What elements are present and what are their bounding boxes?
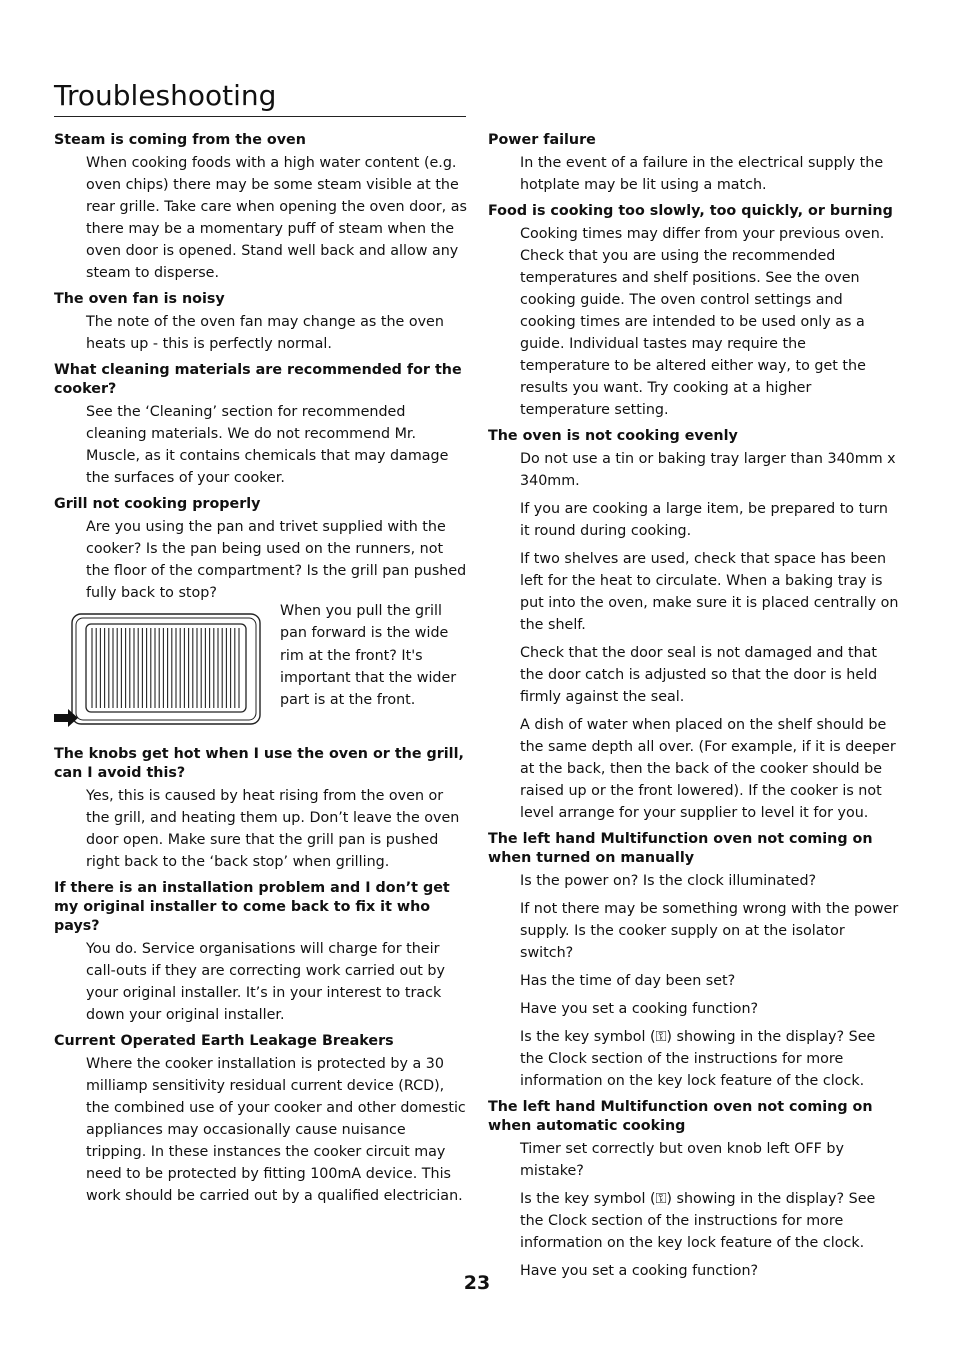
section-heading: Food is cooking too slowly, too quickly, or burning [488,203,893,219]
section-text: Where the cooker installation is protected by a 30 milliamp sensitivity residual current device (RCD), the combined use of your cooker and other domestic appliances may occasionally cause nuisance tripping. In these instances the cooker circuit may need to be protected by fitting 100mA device. This work should be carried out by a qualified electrician. [86,1056,466,1204]
section-text: See the ‘Cleaning’ section for recommended cleaning materials. We do not recommend Mr. Muscle, as it contains chemicals that may damage the surfaces of your cooker. [86,404,449,486]
section-text: Do not use a tin or baking tray larger than 340mm x 340mm. [520,451,896,489]
section-cooking-speed [488,202,900,421]
section-text: You do. Service organisations will charge for their call-outs if they are correcting work carried out by your original installer. It’s in your interest to track down your original installer. [86,941,445,1023]
section-text: Yes, this is caused by heat rising from the oven or the grill, and heating them up. Don’t leave the oven door open. Make sure that the grill pan is pushed right back to the ‘back stop’ when grilling. [86,788,460,870]
grill-figure-row [54,603,468,740]
page-title: Troubleshooting [54,76,466,117]
section-grill [54,495,468,740]
section-text: If you are cooking a large item, be prepared to turn it round during cooking. [520,501,888,539]
section-heading: The oven fan is noisy [54,291,225,307]
section-heading: Power failure [488,132,596,148]
section-text: A dish of water when placed on the shelf should be the same depth all over. (For example, if it is deeper at the back, then the back of the cooker should be raised up or the front lowered). If the cooker is not level arrange for your supplier to level it for you. [520,717,896,821]
section-steam [54,131,468,284]
section-text: Is the key symbol (⚿) showing in the display? See the Clock section of the instructions for more information on the key lock feature of the clock. [520,1029,876,1089]
section-text: Is the power on? Is the clock illuminated? [520,873,817,889]
section-text: Timer set correctly but oven knob left OFF by mistake? [520,1141,844,1179]
section-text: Cooking times may differ from your previous oven. Check that you are using the recommended temperatures and shelf positions. See the oven cooking guide. The oven control settings and cooking times are intended to be used only as a guide. Individual tastes may require the temperature to be altered either way, to get the results you want. Try cooking at a higher temperature setting. [520,226,885,418]
section-manual-mode [488,830,900,1092]
left-column [54,127,468,1213]
section-heading: The left hand Multifunction oven not coming on when automatic cooking [488,1099,873,1134]
section-cleaning [54,361,468,489]
section-text: If two shelves are used, check that space has been left for the heat to circulate. When a baking tray is put into the oven, make sure it is placed centrally on the shelf. [520,551,899,633]
section-heading: If there is an installation problem and I don’t get my original installer to come back to fix it who pays? [54,880,450,934]
grill-caption: When you pull the grill pan forward is the wide rim at the front? It's important that the wider part is at the front. [280,603,457,709]
section-heading: Grill not cooking properly [54,496,261,512]
section-fan [54,290,468,355]
section-text: Has the time of day been set? [520,973,736,989]
section-heading: The oven is not cooking evenly [488,428,738,444]
page-number: 23 [463,1272,491,1294]
section-heading: Current Operated Earth Leakage Breakers [54,1033,394,1049]
right-column [488,127,900,1288]
section-heading: What cleaning materials are recommended for the cooker? [54,362,462,397]
section-text: In the event of a failure in the electrical supply the hotplate may be lit using a match. [520,155,884,193]
section-cooking-evenly [488,427,900,824]
section-text: The note of the oven fan may change as the oven heats up - this is perfectly normal. [86,314,444,352]
section-text: Have you set a cooking function? [520,1263,759,1279]
section-text: Is the key symbol (⚿) showing in the display? See the Clock section of the instructions for more information on the key lock feature of the clock. [520,1191,876,1251]
section-knobs [54,745,468,873]
section-text: When cooking foods with a high water content (e.g. oven chips) there may be some steam visible at the rear grille. Take care when opening the oven door, as there may be a momentary puff of steam when the oven door is opened. Stand well back and allow any steam to disperse. [86,155,467,281]
section-text: Have you set a cooking function? [520,1001,759,1017]
section-text: Check that the door seal is not damaged and that the door catch is adjusted so that the door is held firmly against the seal. [520,645,878,705]
section-text: If not there may be something wrong with the power supply. Is the cooker supply on at the isolator switch? [520,901,899,961]
section-installation [54,879,468,1026]
section-earth-leakage [54,1032,468,1207]
section-heading: Steam is coming from the oven [54,132,306,148]
section-heading: The knobs get hot when I use the oven or the grill, can I avoid this? [54,746,464,781]
section-text: Are you using the pan and trivet supplied with the cooker? Is the pan being used on the runners, not the floor of the compartment? Is the grill pan pushed fully back to stop? [86,519,467,601]
section-automatic-mode [488,1098,900,1282]
section-power-failure [488,131,900,196]
section-heading: The left hand Multifunction oven not coming on when turned on manually [488,831,873,866]
grill-pan-illustration [54,610,264,736]
